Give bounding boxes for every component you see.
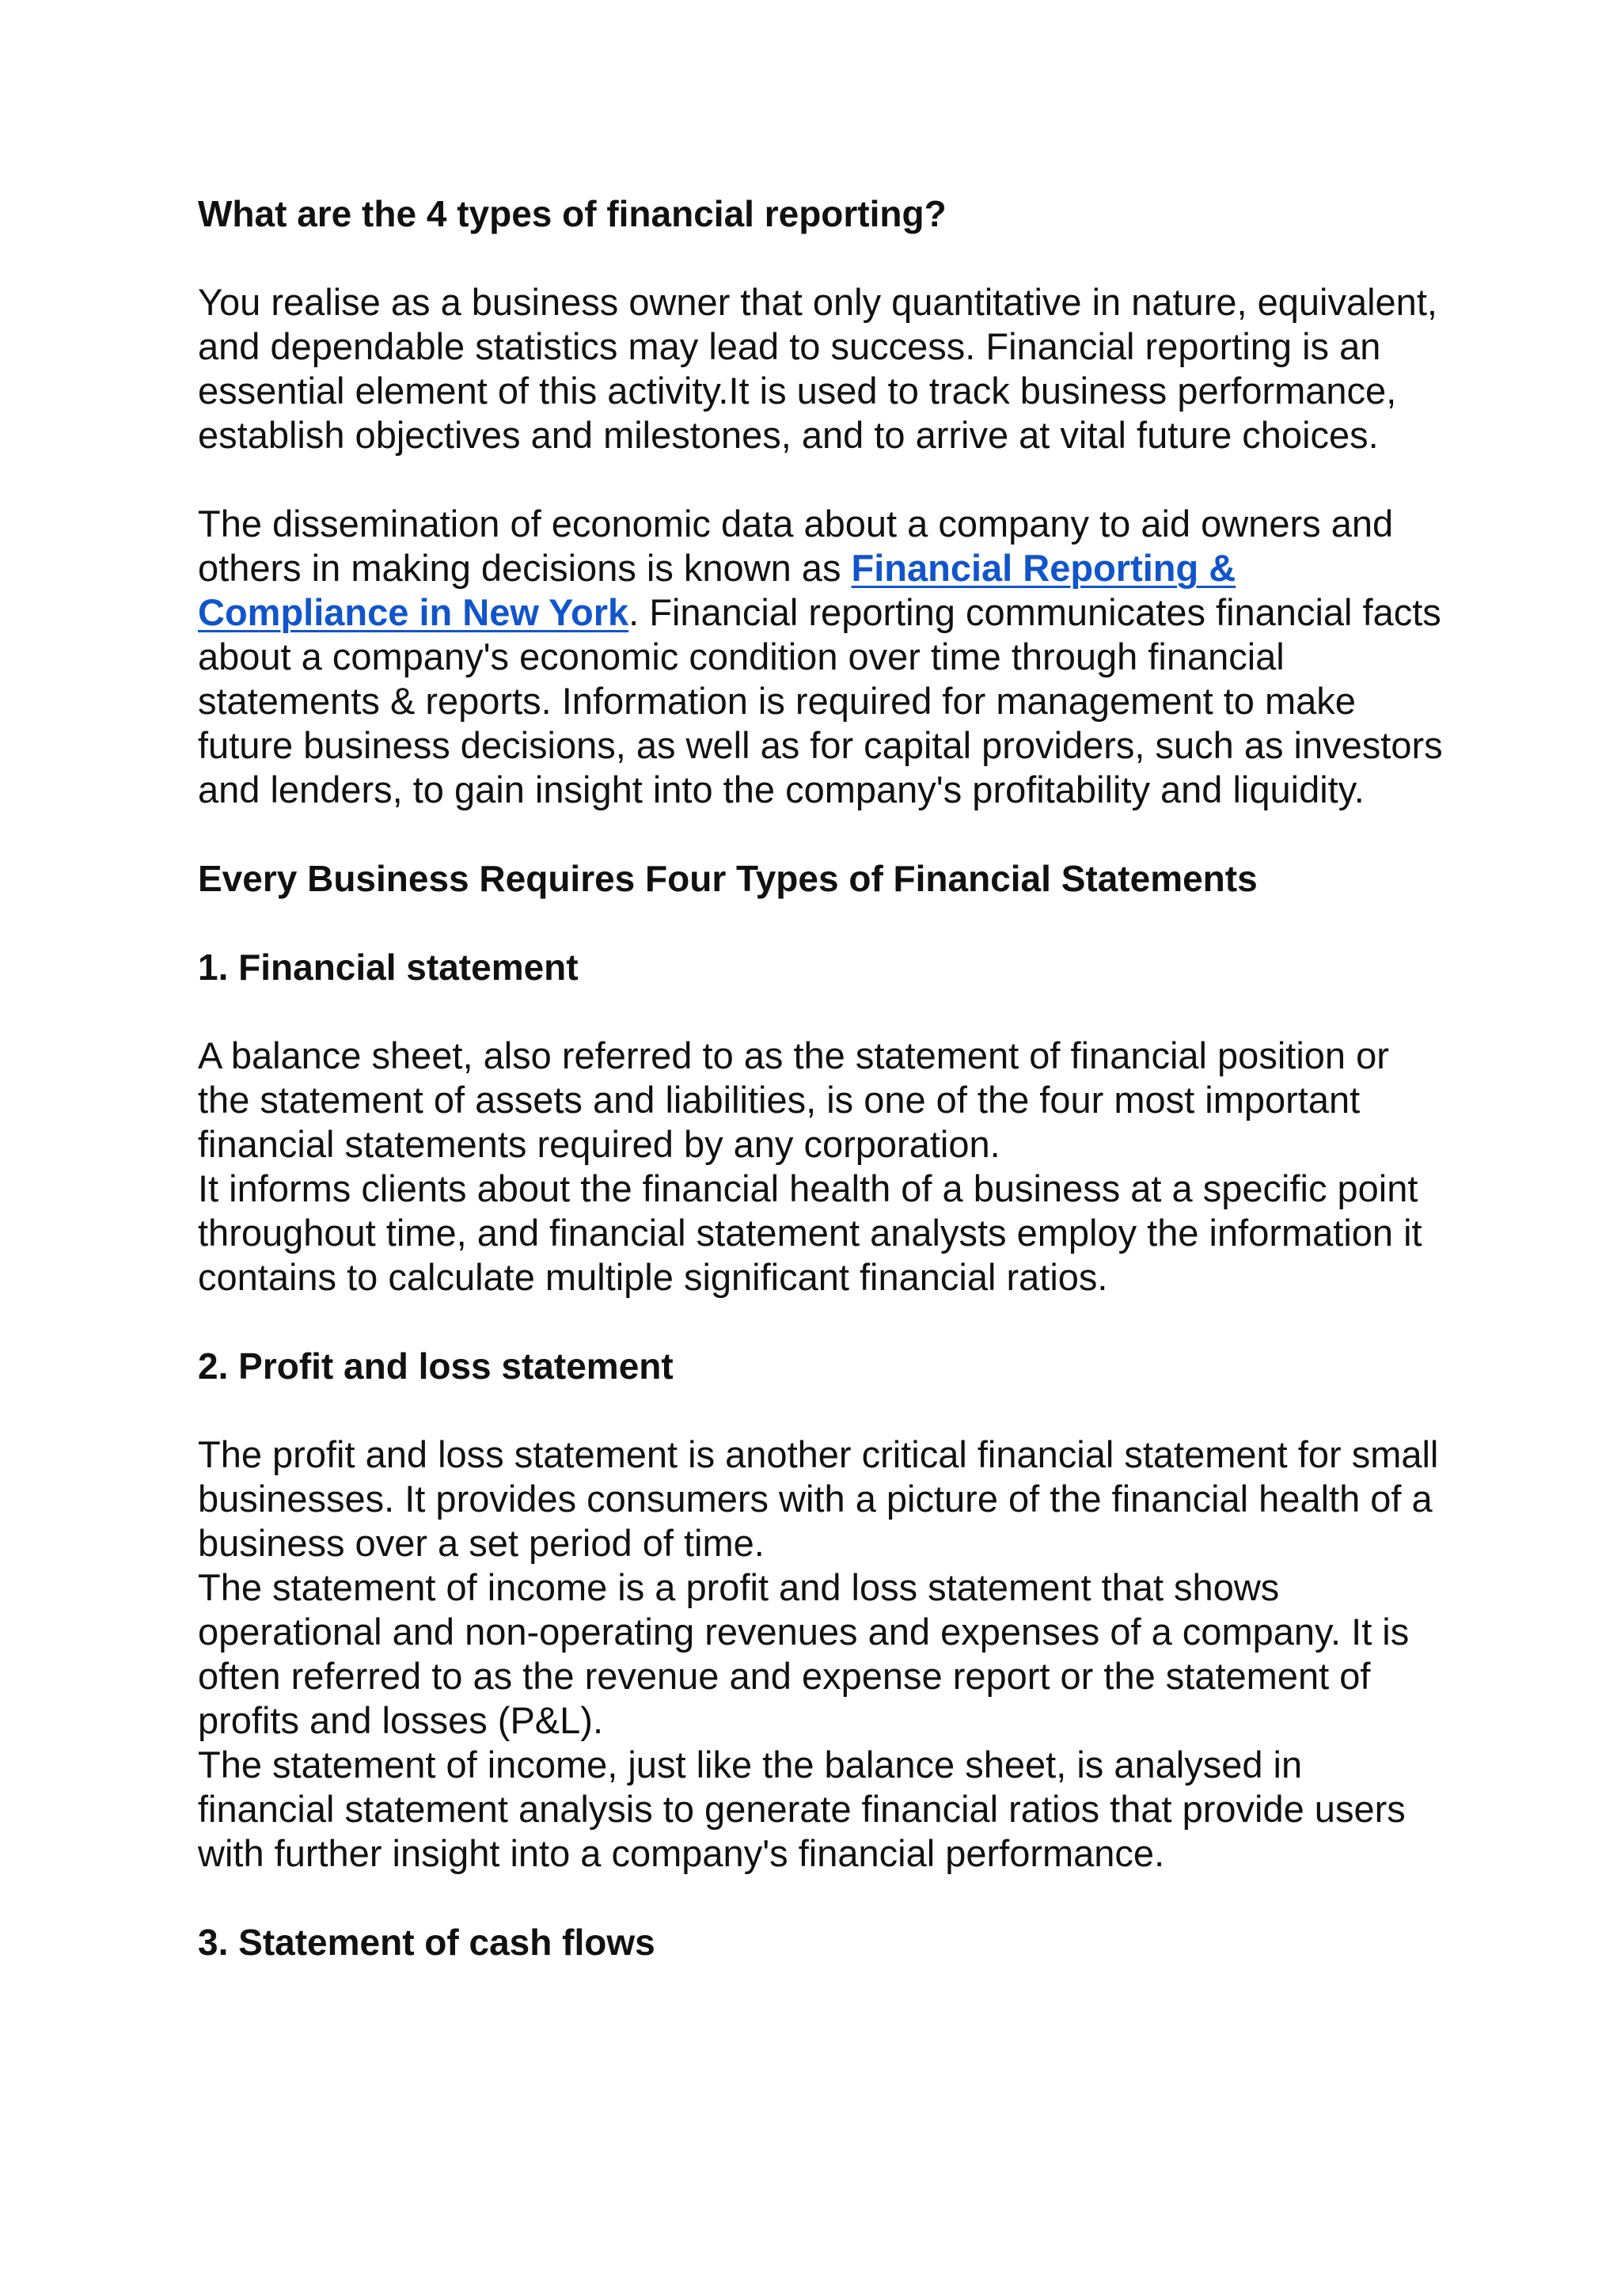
section-heading-profit-and-loss: 2. Profit and loss statement [198, 1345, 674, 1387]
section-heading-financial-statement: 1. Financial statement [198, 947, 579, 988]
definition-text-after-link: . Financial reporting communicates financial facts about a company's economic condition over time through financial statements & reports. Information is required for management to make future business decisions, as well as for capital providers, such as investors and lenders, to gain insight into the company's profitability and liquidity. [198, 591, 1443, 810]
document-page [198, 192, 1448, 2009]
section-body-profit-and-loss [198, 1433, 1448, 1876]
section-paragraph: The statement of income, just like the balance sheet, is analysed in financial statement analysis to generate financial ratios that provide users with further insight into a company's financial performance. [198, 1744, 1406, 1874]
section-paragraph: The profit and loss statement is another critical financial statement for small businesses. It provides consumers with a picture of the financial health of a business over a set period of time. [198, 1433, 1439, 1564]
section-heading-cash-flows: 3. Statement of cash flows [198, 1922, 655, 1963]
section-paragraph: A balance sheet, also referred to as the statement of financial position or the statement of assets and liabilities, is one of the four most important financial statements required by any corporation. [198, 1034, 1389, 1165]
intro-paragraph: You realise as a business owner that only quantitative in nature, equivalent, and dependable statistics may lead to success. Financial reporting is an essential element of this activity.It is used to track business performance, establish objectives and milestones, and to arrive at vital future choices. [198, 281, 1437, 456]
section-subtitle: Every Business Requires Four Types of Financial Statements [198, 858, 1258, 899]
financial-reporting-compliance-link[interactable]: Financial Reporting & Compliance in New York [198, 547, 1236, 633]
definition-paragraph [198, 502, 1448, 812]
section-paragraph: The statement of income is a profit and loss statement that shows operational and non-operating revenues and expenses of a company. It is often referred to as the revenue and expense report or the statement of profits and losses (P&L). [198, 1566, 1410, 1741]
section-paragraph: It informs clients about the financial health of a business at a specific point throughout time, and financial statement analysts employ the information it contains to calculate multiple significant financial ratios. [198, 1167, 1422, 1298]
definition-text-before-link: The dissemination of economic data about a company to aid owners and others in making decisions is known as [198, 503, 1394, 589]
document-title: What are the 4 types of financial reporting? [198, 193, 947, 234]
section-body-financial-statement [198, 1034, 1448, 1300]
